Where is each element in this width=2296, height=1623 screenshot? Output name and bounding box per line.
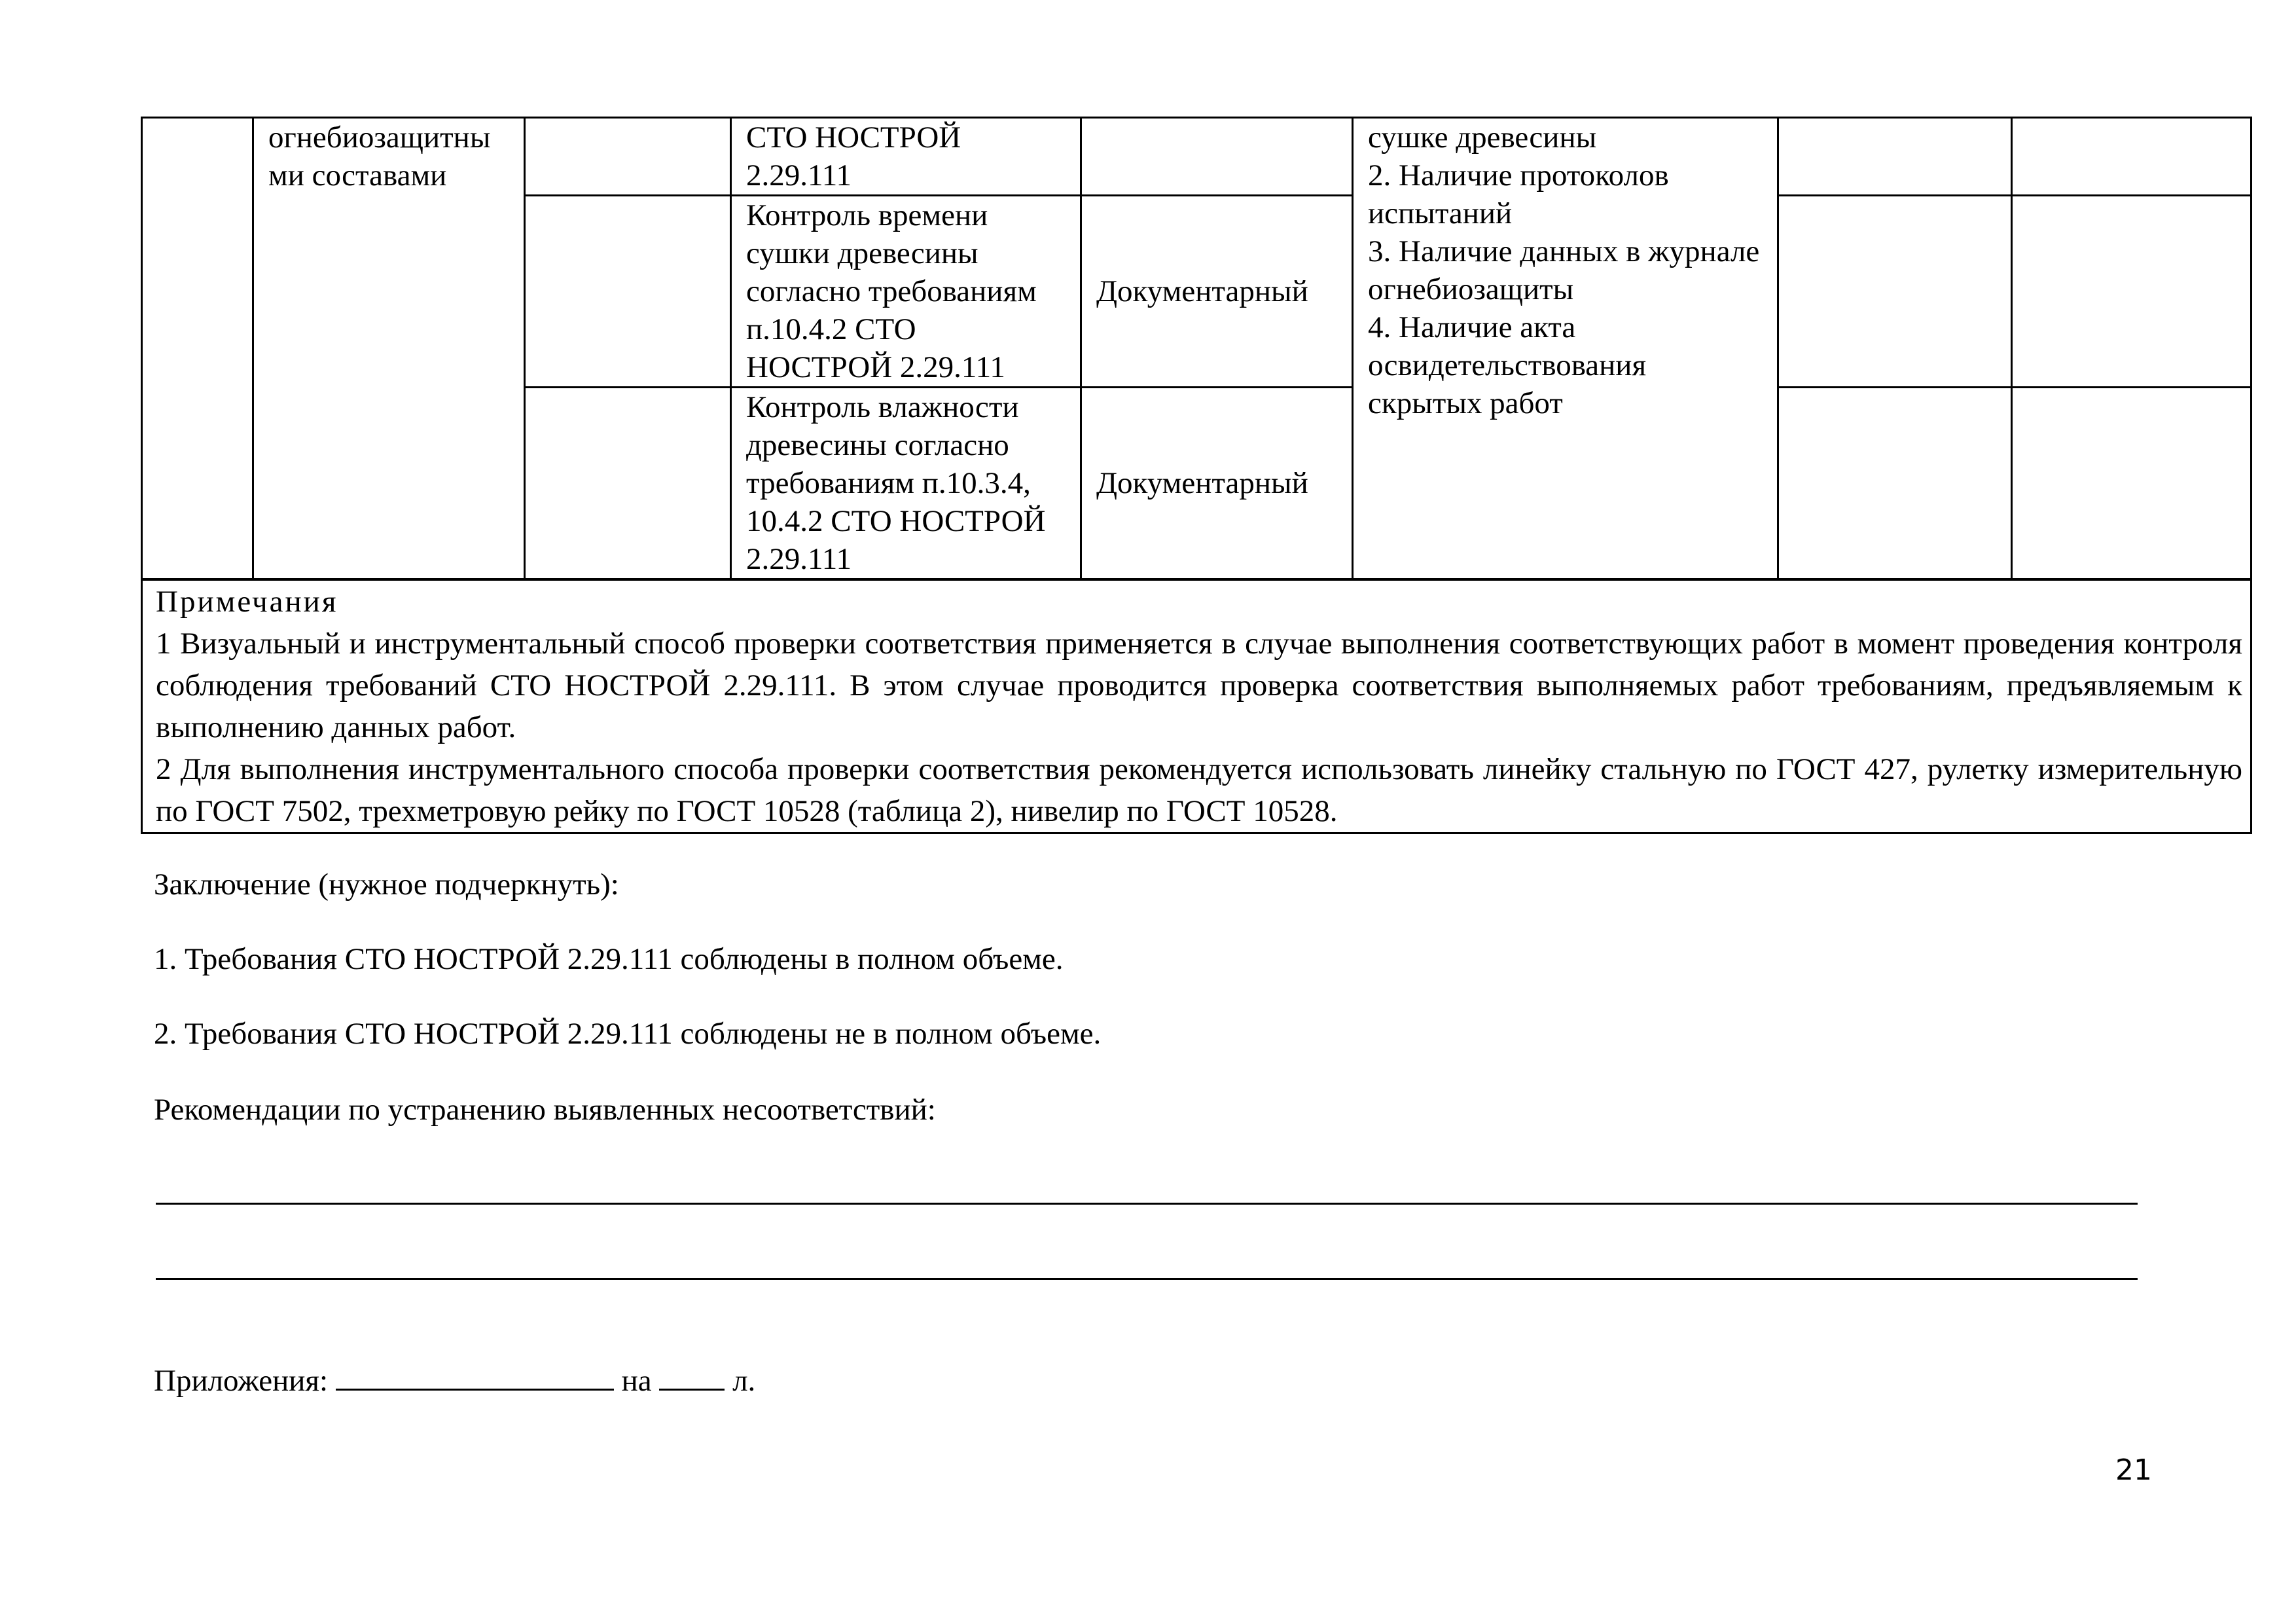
attachments-on: на <box>621 1364 652 1398</box>
attachments-label: Приложения: <box>154 1364 329 1398</box>
note-2: 2 Для выполнения инструментального способа проверки соответствия рекомендуется использовать линейку стальную по ГОСТ 427, рулетку измерительную по ГОСТ 7502, трехметровую рейку по ГОСТ 10528 (таблица 2), нивелир по ГОСТ 10528. <box>156 752 2242 828</box>
method-cell <box>731 196 1081 388</box>
control-type-cell <box>1081 196 1353 388</box>
empty-cell <box>2012 388 2251 580</box>
attachments-name-blank[interactable] <box>336 1359 614 1391</box>
empty-cell <box>1778 196 2012 388</box>
empty-cell <box>1778 388 2012 580</box>
empty-cell <box>525 118 731 196</box>
empty-cell <box>1778 118 2012 196</box>
documents-cell <box>1353 118 1778 580</box>
notes-row <box>142 579 2251 833</box>
document-item: сушке древесины <box>1368 120 1597 155</box>
conclusion-label: Заключение (нужное подчеркнуть): <box>154 867 619 902</box>
empty-cell <box>525 196 731 388</box>
document-item: 3. Наличие данных в журнале огнебиозащиты <box>1368 234 1760 306</box>
document-item: 4. Наличие акта освидетельствования скрытых работ <box>1368 310 1647 420</box>
control-type-cell <box>1081 118 1353 196</box>
notes-heading: Примечания <box>156 585 338 619</box>
method-cell <box>731 118 1081 196</box>
number-cell <box>142 118 253 580</box>
attachments-suffix: л. <box>732 1364 756 1398</box>
page-number: 21 <box>2115 1453 2152 1487</box>
method-cell <box>731 388 1081 580</box>
method-text: Контроль влажности древесины согласно требованиям п.10.3.4, 10.4.2 СТО НОСТРОЙ 2.29.111 <box>746 390 1046 576</box>
note-1: 1 Визуальный и инструментальный способ проверки соответствия применяется в случае выполнения соответствующих работ в момент проведения контроля соблюдения требований СТО НОСТРОЙ 2.29.111. В этом случае проводится проверка соответствия выполняемых работ требованиям, предъявляемым к выполнению данных работ. <box>156 627 2242 744</box>
empty-cell <box>2012 196 2251 388</box>
inspection-table <box>141 117 2252 834</box>
attachments-line <box>154 1359 755 1400</box>
notes-cell <box>142 579 2251 833</box>
control-type-cell <box>1081 388 1353 580</box>
empty-cell <box>525 388 731 580</box>
control-type-text: Документарный <box>1096 466 1308 500</box>
method-text: СТО НОСТРОЙ 2.29.111 <box>746 120 961 192</box>
group-text: огнебиозащитны ми составами <box>268 120 491 192</box>
recommendations-line-1[interactable] <box>156 1203 2138 1205</box>
method-text: Контроль времени сушки древесины согласно требованиям п.10.4.2 СТО НОСТРОЙ 2.29.111 <box>746 198 1037 384</box>
recommendations-label: Рекомендации по устранению выявленных несоответствий: <box>154 1093 936 1127</box>
attachments-sheets-blank[interactable] <box>659 1359 725 1391</box>
recommendations-line-2[interactable] <box>156 1278 2138 1280</box>
table-row <box>142 118 2251 196</box>
conclusion-option-2[interactable]: 2. Требования СТО НОСТРОЙ 2.29.111 соблюдены не в полном объеме. <box>154 1017 1102 1051</box>
group-cell <box>253 118 525 580</box>
empty-cell <box>2012 118 2251 196</box>
control-type-text: Документарный <box>1096 274 1308 308</box>
document-item: 2. Наличие протоколов испытаний <box>1368 158 1669 230</box>
conclusion-option-1[interactable]: 1. Требования СТО НОСТРОЙ 2.29.111 соблюдены в полном объеме. <box>154 942 1064 976</box>
